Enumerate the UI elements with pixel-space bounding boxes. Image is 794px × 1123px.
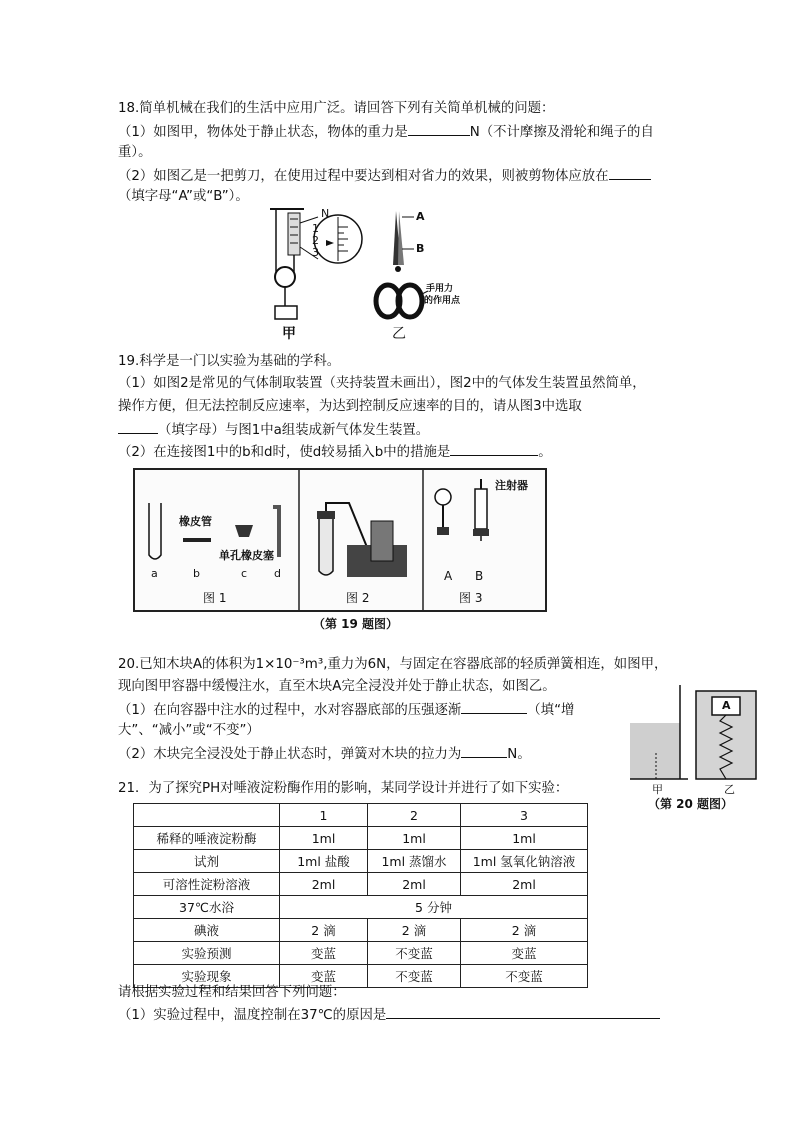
tick-2: 2 [312,234,319,247]
label-yi: 乙 [724,783,735,796]
syringe-barrel [475,489,487,529]
q20-part2-text-b: N。 [507,747,531,762]
table-header-cell [134,804,280,827]
label-a: A [416,210,425,223]
table-row [134,919,588,942]
label-syringe: 注射器 [495,479,528,492]
fig3-caption: 图 3 [459,591,483,605]
q18-part1-text-a: （1）如图甲，物体处于静止状态，物体的重力是 [118,125,408,140]
scissors-blade [398,211,404,265]
label-a: a [151,567,158,580]
table-row-label: 试剂 [134,850,280,873]
table-header-cell: 3 [461,804,588,827]
q18-part2-text-a: （2）如图乙是一把剪刀，在使用过程中要达到相对省力的效果，则被剪物体应放在 [118,169,609,184]
hanging-object [275,306,297,319]
gen-test-tube [319,519,333,575]
table-cell-merged: 5 分钟 [280,896,588,919]
table-cell: 2ml [280,873,368,896]
table-cell: 2 滴 [280,919,368,942]
table-row-label: 可溶性淀粉溶液 [134,873,280,896]
q20-part2 [118,743,531,765]
q19-title: 19.科学是一门以实验为基础的学科。 [118,354,341,369]
label-b: b [193,567,200,580]
q18-part1-cont: 重）。 [118,145,152,160]
q18-answer-blank-1[interactable] [408,121,470,136]
label-yi: 乙 [392,326,406,342]
q19-answer-blank-1[interactable] [118,419,158,434]
dropping-funnel [435,489,451,505]
q21-part1-text: （1）实验过程中，温度控制在37℃的原因是 [118,1008,387,1023]
label-c: c [241,567,248,580]
table-cell: 1ml 氢氧化钠溶液 [461,850,588,873]
gen-stopper [317,511,335,519]
q18-title: 18.简单机械在我们的生活中应用广泛。请回答下列有关简单机械的问题： [118,101,555,116]
q18-figure-svg [264,203,474,343]
label-block-a: A [722,699,731,712]
q19-part2 [118,441,552,463]
q18-answer-blank-2[interactable] [609,165,651,180]
label-stopper: 单孔橡皮塞 [219,549,274,562]
q19-part2-text-a: （2）在连接图1中的b和d时，使d较易插入b中的措施是 [118,445,451,460]
table-cell: 1ml [368,827,461,850]
fig1-caption: 图 1 [203,591,227,605]
pulley-wheel [275,267,295,287]
q18-part1 [118,121,654,143]
hand-force-label-1: 手用力 [426,284,454,294]
table-header-cell: 2 [368,804,461,827]
q18-part1-text-b: N（不计摩擦及滑轮和绳子的自 [469,125,654,140]
q19-part1: （1）如图2是常见的气体制取装置（夹持装置未画出），图2中的气体发生装置虽然简单， [118,376,646,391]
q19-part2-text-b: 。 [538,445,552,460]
q18-part2-cont: （填字母“A”或“B”）。 [118,189,249,204]
table-cell: 2ml [368,873,461,896]
q19-answer-blank-2[interactable] [450,441,538,456]
q20-figure [628,683,760,813]
q21-part1 [118,1004,660,1026]
q20-figure-caption: （第 20 题图） [648,797,734,811]
collecting-bottle [371,521,393,561]
syringe-stopper [473,529,489,536]
table-cell: 1ml 盐酸 [280,850,368,873]
q19-figure-svg [133,467,551,635]
q19-figure [133,467,551,635]
table-row [134,827,588,850]
table-row [134,942,588,965]
label-cap-b: B [475,569,484,583]
container-jia-water [630,723,680,779]
table-header-cell: 1 [280,804,368,827]
q18-figure [264,203,474,343]
table-cell: 变蓝 [461,942,588,965]
table-row [134,873,588,896]
label-jia: 甲 [282,326,296,342]
rubber-tube-b [183,538,211,542]
q18-part2 [118,165,651,187]
table-row [134,850,588,873]
hand-force-label-2: 的作用点 [424,296,461,306]
experiment-table [133,803,588,988]
q20-line2: 现向图甲容器中缓慢注水，直至木块A完全浸没并处于静止状态，如图乙。 [118,679,556,694]
table-row-label: 实验预测 [134,942,280,965]
label-d: d [274,567,281,580]
q20-figure-svg [628,683,760,813]
q20-part1-cont: 大”、“减小”或“不变”） [118,723,260,738]
q21-answer-blank-1[interactable] [386,1004,660,1019]
table-cell: 变蓝 [280,965,368,988]
label-rubber-tube: 橡皮管 [179,515,212,528]
label-b: B [416,242,425,255]
q19-part1-cont2 [118,419,429,441]
q20-line1: 20.已知木块A的体积为1×10⁻³m³,重力为6N，与固定在容器底部的轻质弹簧相连，如图甲， [118,657,668,672]
table-cell: 不变蓝 [461,965,588,988]
q20-answer-blank-1[interactable] [461,699,527,714]
table-row [134,896,588,919]
q19-part1-text-c: （填字母）与图1中a组装成新气体发生装置。 [158,423,430,438]
q20-part1-text-b: （填“增 [527,703,575,718]
table-row-label: 37℃水浴 [134,896,280,919]
q20-part1-text-a: （1）在向容器中注水的过程中，水对容器底部的压强逐渐 [118,703,462,718]
tick-1: 1 [312,222,319,235]
scissors-pivot [395,266,401,272]
table-row-label: 实验现象 [134,965,280,988]
table-cell: 不变蓝 [368,965,461,988]
table-cell: 2ml [461,873,588,896]
q19-part1-cont: 操作方便，但无法控制反应速率，为达到控制反应速率的目的，请从图3中选取 [118,399,582,414]
q20-part1 [118,699,574,721]
table-cell: 1ml [461,827,588,850]
table-cell: 1ml 蒸馏水 [368,850,461,873]
q19-figure-caption: （第 19 题图） [313,617,399,631]
table-cell: 2 滴 [368,919,461,942]
label-n: N [321,207,330,220]
q20-answer-blank-2[interactable] [461,743,507,758]
label-jia: 甲 [652,783,663,796]
table-row-label: 稀释的唾液淀粉酶 [134,827,280,850]
table-cell: 不变蓝 [368,942,461,965]
tick-3: 3 [312,246,319,259]
q21-after-text: 请根据实验过程和结果回答下列问题： [118,985,346,1000]
table-cell: 1ml [280,827,368,850]
label-cap-a: A [444,569,453,583]
q20-part2-text-a: （2）木块完全浸没处于静止状态时，弹簧对木块的拉力为 [118,747,462,762]
q21-title: 21．为了探究PH对唾液淀粉酶作用的影响，某同学设计并进行了如下实验： [118,781,569,796]
table-cell: 变蓝 [280,942,368,965]
funnel-stopper [437,527,449,535]
table-row-label: 碘液 [134,919,280,942]
table-header-row [134,804,588,827]
fig2-caption: 图 2 [346,591,370,605]
table-cell: 2 滴 [461,919,588,942]
